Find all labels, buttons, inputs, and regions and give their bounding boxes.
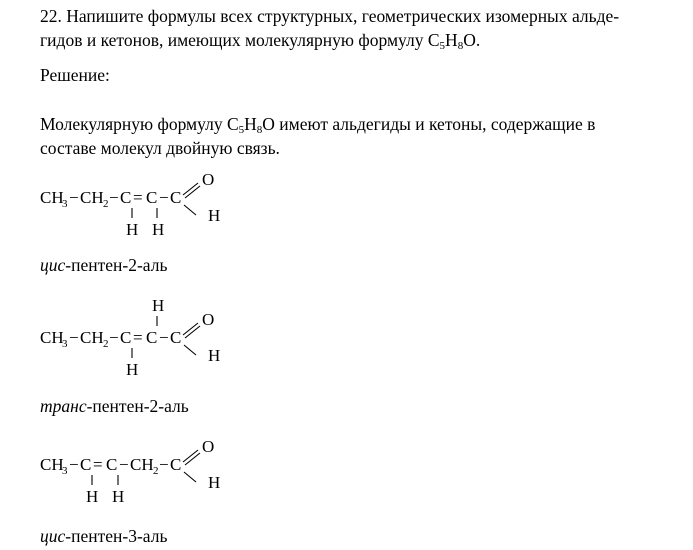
- isomer-name-1: [40, 253, 167, 277]
- aldehyde-h-bond: [184, 205, 196, 215]
- bond: −: [109, 188, 119, 207]
- subscript-8: 8: [457, 40, 464, 52]
- subscript-3: 3: [62, 338, 68, 350]
- carbon: C: [170, 188, 182, 207]
- carbon: C: [106, 455, 118, 474]
- carbon: C: [170, 455, 182, 474]
- isomer-suffix: -пентен-3-аль: [65, 526, 168, 546]
- hydrogen: H: [208, 346, 221, 365]
- oxygen: O: [202, 170, 215, 189]
- bond: −: [69, 328, 79, 347]
- isomer-name-3: [40, 524, 167, 548]
- ch3-group: CH: [40, 328, 64, 347]
- bond: −: [119, 455, 129, 474]
- subscript-3: 3: [62, 198, 68, 210]
- carbon: C: [146, 188, 158, 207]
- intro-text-2: O имеют альдегиды и кетоны, содержащие в: [262, 114, 596, 134]
- subscript-5: 5: [439, 40, 446, 52]
- hydrogen: H: [208, 206, 221, 225]
- isomer-prefix: цис: [40, 255, 66, 275]
- carbon: C: [120, 188, 132, 207]
- double-bond: =: [133, 328, 143, 347]
- hydrogen: H: [86, 487, 99, 506]
- structural-formula-3: [0, 432, 693, 512]
- problem-line-1: 22. Напишите формулы всех структурных, геометрических изомерных альде-: [40, 6, 620, 26]
- isomer-suffix: -пентен-2-аль: [86, 396, 189, 416]
- intro-line-2: составе молекул двойную связь.: [40, 138, 280, 158]
- bond: −: [69, 188, 79, 207]
- carbon: C: [170, 328, 182, 347]
- subscript-2: 2: [103, 338, 109, 350]
- carbon: C: [80, 455, 92, 474]
- hydrogen: H: [152, 220, 165, 239]
- isomer-name-2: [40, 394, 189, 418]
- double-bond: =: [133, 188, 143, 207]
- bond: −: [69, 455, 79, 474]
- intro-subscript-5: 5: [238, 124, 245, 136]
- carbon: C: [120, 328, 132, 347]
- hydrogen: H: [152, 296, 165, 315]
- isomer-suffix: -пентен-2-аль: [65, 255, 168, 275]
- structural-formula-2: [0, 293, 693, 383]
- hydrogen: H: [208, 473, 221, 492]
- subscript-3: 3: [62, 465, 68, 477]
- subscript-2: 2: [153, 465, 159, 477]
- ch2-group: CH: [80, 328, 104, 347]
- hydrogen: H: [126, 360, 139, 379]
- intro-subscript-8: 8: [256, 124, 263, 136]
- oxygen: O: [202, 310, 215, 329]
- ch2-group: CH: [80, 188, 104, 207]
- problem-statement: [40, 4, 660, 52]
- problem-line-2: гидов и кетонов, имеющих молекулярную формулу C: [40, 30, 440, 50]
- hydrogen: H: [112, 487, 125, 506]
- ch3-group: CH: [40, 455, 64, 474]
- bond: −: [159, 188, 169, 207]
- ch3-group: CH: [40, 188, 64, 207]
- solution-heading: Решение:: [40, 65, 110, 85]
- intro-text-1: Молекулярную формулу C: [40, 114, 239, 134]
- aldehyde-h-bond: [184, 345, 196, 355]
- bond: −: [109, 328, 119, 347]
- bond: −: [159, 455, 169, 474]
- structural-formula-1: [0, 165, 693, 245]
- isomer-prefix: транс: [40, 396, 87, 416]
- formula-o: O.: [463, 30, 481, 50]
- intro-h: H: [244, 114, 257, 134]
- bond: −: [159, 328, 169, 347]
- carbon: C: [146, 328, 158, 347]
- ch2-group: CH: [130, 455, 154, 474]
- isomer-prefix: цис: [40, 526, 66, 546]
- double-bond: =: [93, 455, 103, 474]
- solution-intro: [40, 112, 660, 160]
- hydrogen: H: [126, 220, 139, 239]
- aldehyde-h-bond: [184, 472, 196, 482]
- formula-h: H: [445, 30, 458, 50]
- oxygen: O: [202, 437, 215, 456]
- subscript-2: 2: [103, 198, 109, 210]
